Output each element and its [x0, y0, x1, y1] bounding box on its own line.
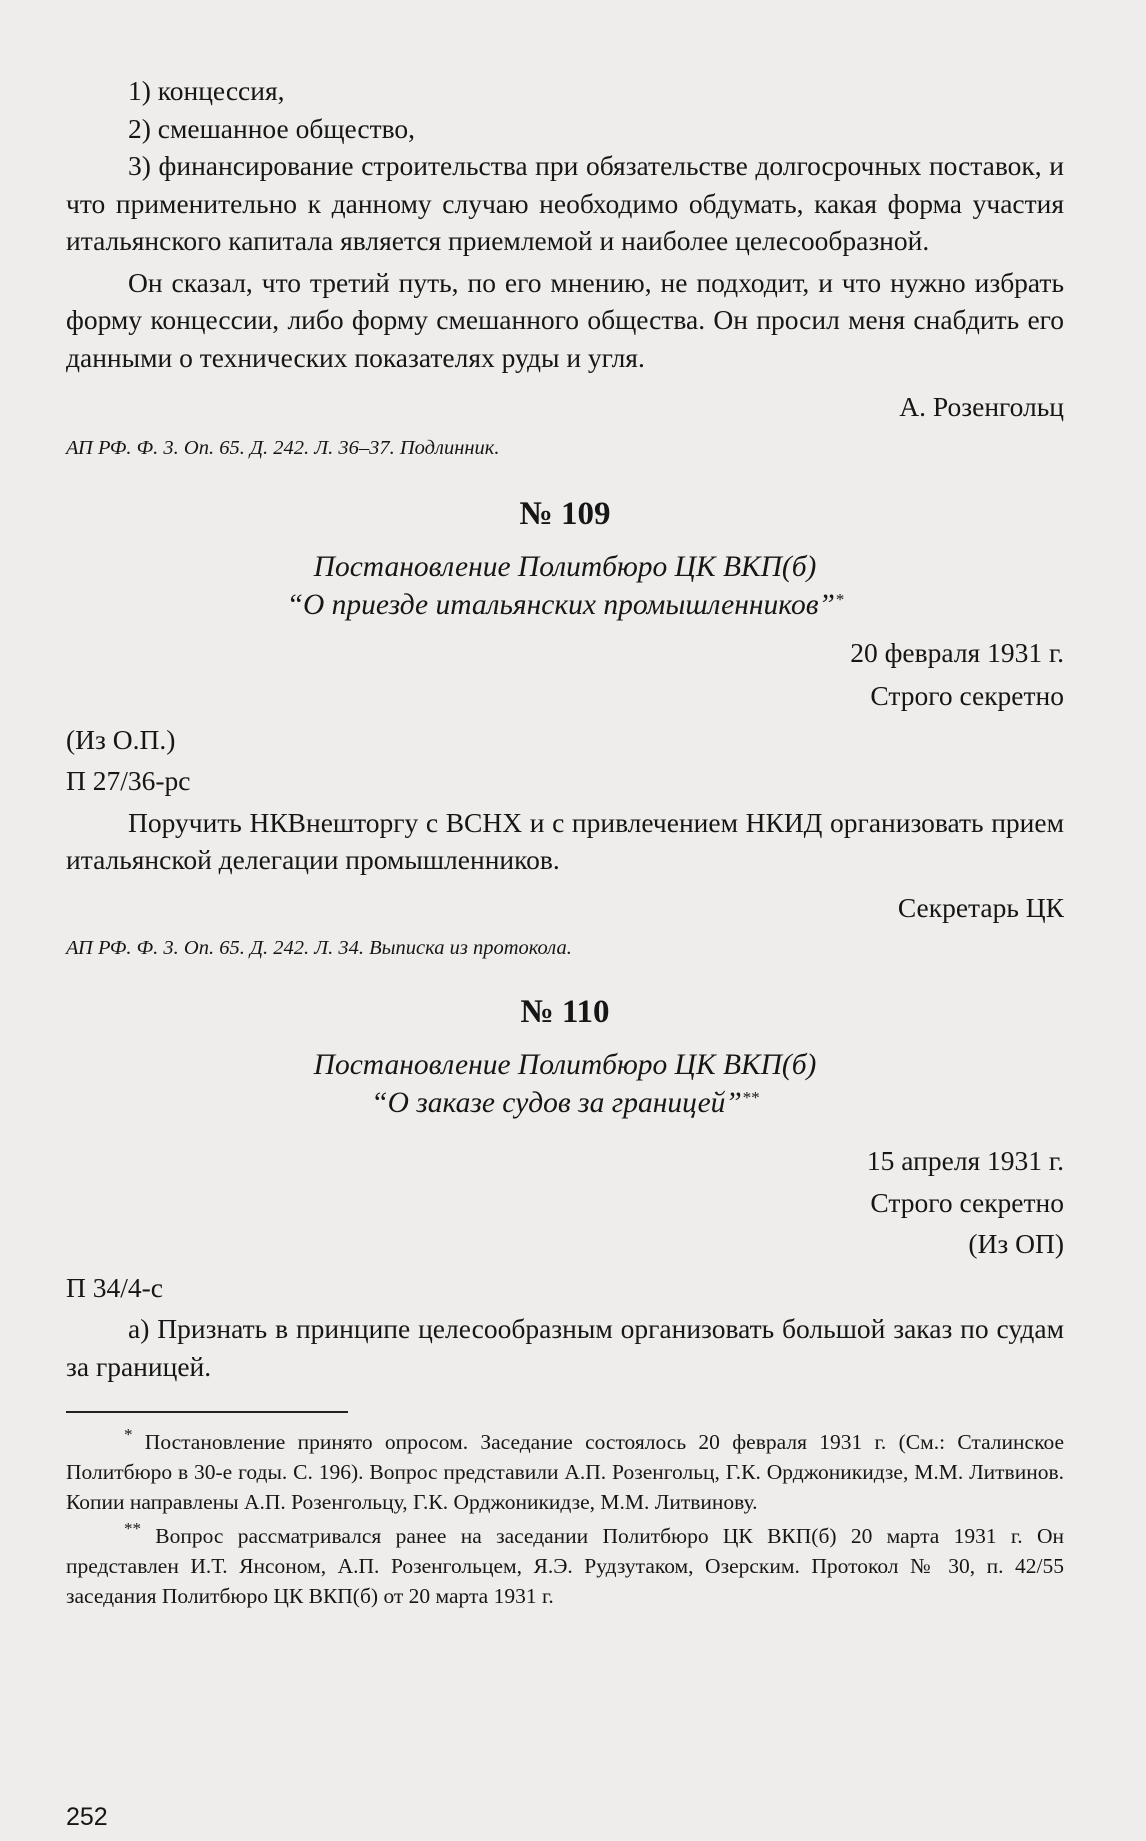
- protocol-origin: (Из О.П.): [66, 723, 176, 755]
- document-subtitle: [66, 1084, 1064, 1122]
- document-subtitle-text: “О приезде итальянских промышленников”: [286, 588, 835, 621]
- document-number: № 109: [519, 495, 611, 532]
- classification-stamp: Строго секретно: [870, 1186, 1064, 1218]
- document-number: № 110: [520, 994, 610, 1030]
- footnote-mark: **: [124, 1519, 141, 1538]
- footnote-mark: *: [124, 1425, 133, 1444]
- footnote-marker[interactable]: *: [834, 589, 844, 609]
- list-item: 1) концессия,: [128, 75, 285, 106]
- document-110: [66, 990, 1064, 1385]
- footnote: [66, 1427, 1064, 1517]
- footnote-marker[interactable]: **: [741, 1088, 759, 1107]
- footnote-text: Постановление принято опросом. Заседание состоялось 20 февраля 1931 г. (См.: Сталинское Политбюро в 30-е годы. С. 196). Вопрос представили А.П. Розенгольц, Г.К. Орджоникидзе, М.М. Литвинов. Копии направлены А.П. Розенгольцу, Г.К. Орджоникидзе, М.М. Литвинову.: [66, 1430, 1064, 1514]
- body-paragraph: Он сказал, что третий путь, по его мнению, не подходит, и что нужно избрать форму концессии, либо форму смешанного общества. Он просил меня снабдить его данными о технических показателях руды и угля.: [66, 266, 1064, 373]
- list-item: 2) смешанное общество,: [128, 112, 416, 144]
- signature: А. Розенгольц: [899, 391, 1064, 422]
- protocol-number: П 27/36-рс: [66, 765, 191, 796]
- footnote: [66, 1521, 1064, 1611]
- document-title: Постановление Политбюро ЦК ВКП(б): [313, 550, 817, 583]
- footnotes: [66, 1427, 1064, 1611]
- archive-source: АП РФ. Ф. 3. Оп. 65. Д. 242. Л. 36–37. Подлинник.: [66, 436, 500, 459]
- page-number: 252: [66, 1803, 108, 1831]
- resolution-text: Поручить НКВнешторгу с ВСНХ и с привлечением НКИД организовать прием итальянской делегации промышленников.: [66, 806, 1064, 875]
- footnote-text: Вопрос рассматривался ранее на заседании Политбюро ЦК ВКП(б) 20 марта 1931 г. Он представлен И.Т. Янсоном, А.П. Розенгольцем, Я.Э. Рудзутаком, Озерским. Протокол № 30, п. 42/55 заседания Политбюро ЦК ВКП(б) от 20 марта 1931 г.: [66, 1524, 1064, 1608]
- document-page: [66, 72, 1064, 1611]
- document-109: [66, 492, 1064, 963]
- protocol-origin: (Из ОП): [968, 1228, 1064, 1259]
- document-date: 20 февраля 1931 г.: [850, 636, 1064, 668]
- archive-source: АП РФ. Ф. 3. Оп. 65. Д. 242. Л. 34. Выписка из протокола.: [66, 937, 572, 959]
- protocol-number: П 34/4-с: [66, 1271, 163, 1303]
- signature: Секретарь ЦК: [897, 891, 1064, 923]
- list-item: 3) финансирование строительства при обязательстве долгосрочных поставок, и что применительно к данному случаю необходимо обдумать, какая форма участия итальянского капитала является приемлемой и наиболее целесообразной.: [66, 150, 1064, 256]
- resolution-text: а) Признать в принципе целесообразным организовать большой заказ по судам за границей.: [66, 1313, 1064, 1382]
- document-subtitle: [66, 586, 1064, 624]
- document-subtitle-text: “О заказе судов за границей”: [371, 1087, 742, 1119]
- footnote-divider: [66, 1411, 348, 1413]
- document-date: 15 апреля 1931 г.: [866, 1145, 1064, 1176]
- classification-stamp: Строго секретно: [870, 680, 1064, 711]
- document-title: Постановление Политбюро ЦК ВКП(б): [313, 1049, 817, 1081]
- list-block: [66, 72, 1064, 260]
